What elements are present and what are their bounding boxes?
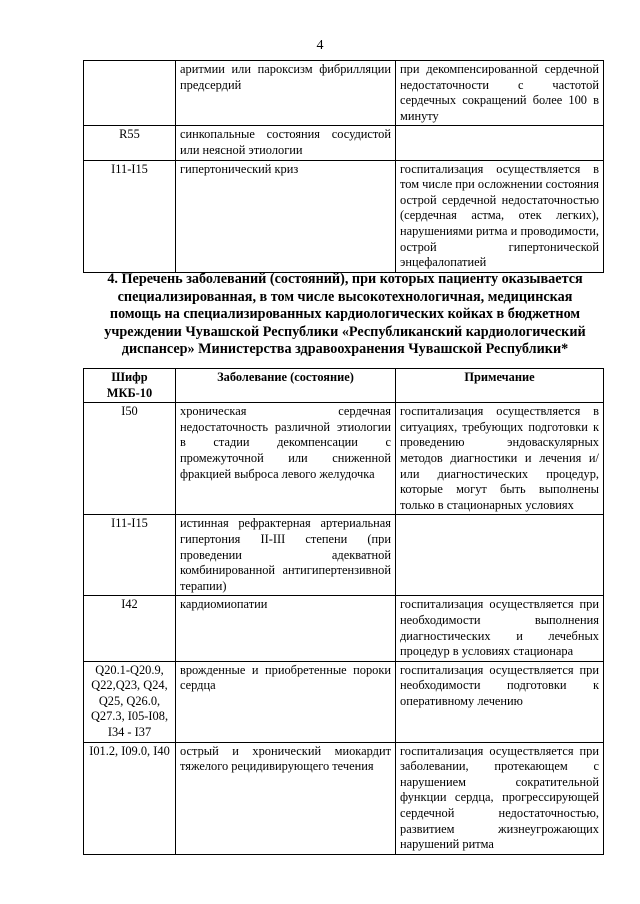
disease-cell: гипертонический криз [176, 160, 396, 272]
disease-cell: кардиомиопатии [176, 596, 396, 661]
disease-cell: хроническая сердечная недостаточность различной этиологии в стадии декомпенсации с промежуточной или сниженной фракцией выброса левого желудочка [176, 403, 396, 515]
note-cell: госпитализация осуществляется в ситуациях, требующих подготовки к проведению эндоваскулярных методов диагностики и лечения и/или диагностических процедур, которые могут быть выполнены только в стационарных условиях [396, 403, 604, 515]
table-header-row [84, 369, 604, 403]
icd-code-cell: I42 [84, 596, 176, 661]
table-row [84, 61, 604, 126]
note-cell [396, 126, 604, 160]
page-number: 4 [316, 38, 324, 53]
disease-list-table [83, 368, 604, 855]
icd-code-cell: I11-I15 [84, 515, 176, 596]
note-cell: при декомпенсированной сердечной недостаточности с частотой сердечных сокращений более 100 в минуту [396, 61, 604, 126]
icd-code-cell [84, 61, 176, 126]
icd-code-cell: Q20.1-Q20.9, Q22,Q23, Q24, Q25, Q26.0, Q27.3, I05-I08, I34 - I37 [84, 661, 176, 742]
disease-cell: врожденные и приобретенные пороки сердца [176, 661, 396, 742]
table-row [84, 661, 604, 742]
icd-code-cell: R55 [84, 126, 176, 160]
note-cell: госпитализация осуществляется в том числе при осложнении состояния острой сердечной недостаточностью (сердечная астма, отек легких), нарушениями ритма и проводимости, острой гипертонической энцефалопатией [396, 160, 604, 272]
icd-code-cell: I11-I15 [84, 160, 176, 272]
table-row [84, 160, 604, 272]
table-row [84, 126, 604, 160]
note-cell [396, 515, 604, 596]
column-header-note: Примечание [396, 369, 604, 403]
icd-code-cell: I01.2, I09.0, I40 [84, 742, 176, 854]
top-table-continuation [83, 60, 604, 273]
icd-code-cell: I50 [84, 403, 176, 515]
disease-cell: аритмии или пароксизм фибрилляции предсердий [176, 61, 396, 126]
table-row [84, 515, 604, 596]
table-row [84, 403, 604, 515]
table-row [84, 742, 604, 854]
table-row [84, 596, 604, 661]
note-cell: госпитализация осуществляется при необходимости выполнения диагностических и лечебных процедур в условиях стационара [396, 596, 604, 661]
disease-cell: острый и хронический миокардит тяжелого рецидивирующего течения [176, 742, 396, 854]
disease-cell: истинная рефрактерная артериальная гипертония II-III степени (при проведении адекватной комбинированной антигипертензивной терапии) [176, 515, 396, 596]
disease-cell: синкопальные состояния сосудистой или неясной этиологии [176, 126, 396, 160]
note-cell: госпитализация осуществляется при необходимости подготовки к оперативному лечению [396, 661, 604, 742]
column-header-icd-code: Шифр МКБ-10 [84, 369, 176, 403]
column-header-disease: Заболевание (состояние) [176, 369, 396, 403]
section-heading: 4. Перечень заболеваний (состояний), при которых пациенту оказывается специализированная, в том числе высокотехнологичная, медицинская помощь на специализированных кардиологических койках в бюджетном учреждении Чувашской Республики «Республиканский кардиологический диспансер» Министерства здравоохранения Чувашской Республики* [104, 271, 586, 358]
note-cell: госпитализация осуществляется при заболевании, протекающем с нарушением сократительной функции сердца, прогрессирующей сердечной недостаточностью, развитием жизнеугрожающих нарушений ритма [396, 742, 604, 854]
